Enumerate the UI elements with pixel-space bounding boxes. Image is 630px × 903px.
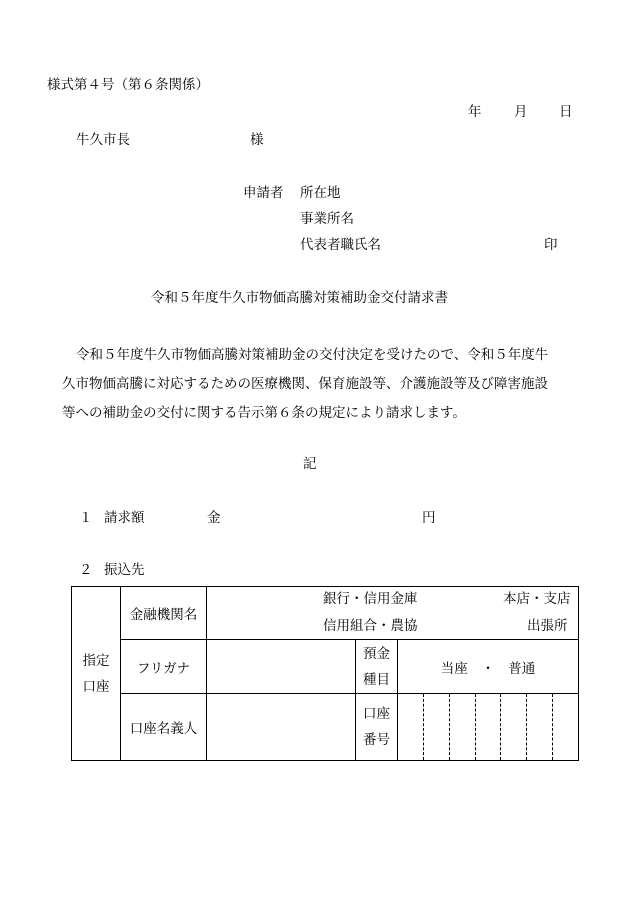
item1-number: １ xyxy=(79,510,93,526)
designated-label-line1: 指定 xyxy=(82,652,110,669)
date-year-label: 年 xyxy=(468,104,482,120)
branch-type-line2: 出張所 xyxy=(527,618,568,634)
digit-box xyxy=(423,694,449,760)
furigana-label: フリガナ xyxy=(136,660,191,677)
account-number-label-line1: 口座 xyxy=(363,706,390,722)
deposit-type-value: 当座 ・ 普通 xyxy=(440,660,536,677)
digit-box xyxy=(526,694,552,760)
branch-type-line1: 本店・支店 xyxy=(503,591,571,607)
applicant-office-label: 事業所名 xyxy=(300,211,354,227)
date-day-label: 日 xyxy=(559,104,573,120)
digit-box xyxy=(475,694,501,760)
bank-type-line2: 信用組合・農協 xyxy=(323,618,418,634)
bank-type-line1: 銀行・信用金庫 xyxy=(323,591,418,607)
deposit-type-label-cell xyxy=(356,640,398,694)
digit-box xyxy=(500,694,526,760)
paragraph-line-3: 等への補助金の交付に関する告示第６条の規定により請求します。 xyxy=(62,405,466,421)
item2-label: 振込先 xyxy=(104,562,145,578)
digit-box xyxy=(398,694,423,760)
applicant-rep-label: 代表者職氏名 xyxy=(300,237,381,253)
seal-mark: 印 xyxy=(544,237,558,253)
document-title: 令和５年度牛久市物価高騰対策補助金交付請求書 xyxy=(151,290,448,306)
request-paragraph xyxy=(62,341,582,428)
addressee-suffix: 様 xyxy=(250,132,264,148)
account-number-digits-cell xyxy=(398,694,579,761)
form-number: 様式第４号（第６条関係） xyxy=(47,77,209,93)
deposit-type-value-cell xyxy=(398,640,579,694)
institution-label: 金融機関名 xyxy=(129,607,198,623)
designated-account-cell xyxy=(72,587,121,761)
applicant-address-label: 所在地 xyxy=(300,185,341,201)
deposit-type-label-line1: 預金 xyxy=(363,645,390,662)
addressee-title: 牛久市長 xyxy=(76,132,130,148)
account-number-digit-boxes xyxy=(398,694,578,760)
holder-label-cell xyxy=(121,694,207,761)
ki-heading: 記 xyxy=(303,456,317,472)
applicant-label: 申請者 xyxy=(243,185,284,201)
item1-label: 請求額 xyxy=(104,510,145,526)
date-month-label: 月 xyxy=(514,104,528,120)
account-number-label-cell xyxy=(356,694,398,761)
designated-label-line2: 口座 xyxy=(82,678,110,695)
holder-value-cell xyxy=(207,694,356,761)
account-table xyxy=(71,586,579,761)
item2-number: ２ xyxy=(79,562,93,578)
furigana-value-cell xyxy=(207,640,356,694)
digit-box xyxy=(552,694,578,760)
institution-label-cell xyxy=(121,587,207,640)
digit-box xyxy=(449,694,475,760)
account-number-label-line2: 番号 xyxy=(363,732,390,748)
item1-yen: 円 xyxy=(422,510,436,526)
furigana-label-cell xyxy=(121,640,207,694)
deposit-type-label-line2: 種目 xyxy=(363,671,390,688)
holder-label: 口座名義人 xyxy=(129,721,198,737)
item1-kin: 金 xyxy=(207,510,221,526)
paragraph-line-1: 令和５年度牛久市物価高騰対策補助金の交付決定を受けたので、令和５年度牛 xyxy=(76,347,549,363)
paragraph-line-2: 久市物価高騰に対応するための医療機関、保育施設等、介護施設等及び障害施設 xyxy=(62,376,548,392)
institution-value-cell xyxy=(207,587,579,640)
